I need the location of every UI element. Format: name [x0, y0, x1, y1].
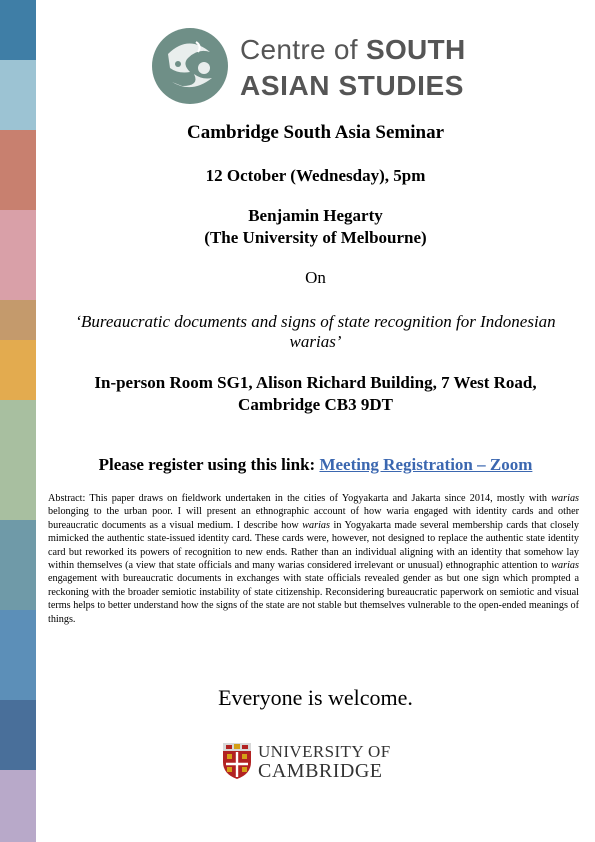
- cambridge-shield-icon: [222, 742, 252, 780]
- university-logo: [222, 742, 398, 786]
- decorative-side-strip: [0, 0, 36, 842]
- abstract: Abstract: This paper draws on fieldwork undertaken in the cities of Yogyakarta and Jakarta since 2014, mostly with warias belonging to the urban poor. I will present an ethnographic account of how waria engaged with identity cards and other bureaucratic documents as a visual medium. I describe how warias in Yogyakarta made several membership cards that closely mimicked the authentic state-issued identity card. These cards were, however, not designed to replace the authentic state identity card but reworked its powers of recognition to new ends. Rather than an individual aligning with an identity that somehow lay within themselves (a view that state officials and many warias considered irrelevant or unusual) ethnographic attention to warias engagement with bureaucratic documents in exchanges with state officials revealed gender as but one sign which prompted a reckoning with the broader semiotic instability of state citizenship. Reconsidering bureaucratic paperwork on semiotic and visual terms helps to better understand how the signs of the state are not stable but themselves vulnerable to the open-ended meanings of things.: [48, 493, 580, 625]
- event-date-time: 12 October (Wednesday), 5pm: [205, 166, 426, 185]
- logo-line-1: Centre of SOUTH: [240, 34, 466, 65]
- welcome-message: Everyone is welcome.: [218, 685, 413, 710]
- university-line-2: CAMBRIDGE: [258, 760, 383, 782]
- on-label: On: [305, 268, 326, 287]
- registration-line: [36, 455, 595, 475]
- centre-logo: [148, 24, 464, 108]
- registration-link[interactable]: Meeting Registration – Zoom: [319, 455, 533, 474]
- speaker-block: [36, 205, 595, 249]
- logo-line-2: ASIAN STUDIES: [240, 70, 465, 101]
- register-prompt: Please register using this link:: [98, 455, 316, 474]
- paisley-leaf-icon: [148, 24, 232, 108]
- talk-title: ‘Bureaucratic documents and signs of state recognition for Indonesian warias’: [75, 312, 556, 351]
- venue-line-2: Cambridge CB3 9DT: [238, 395, 393, 414]
- speaker-name: Benjamin Hegarty: [248, 206, 383, 225]
- university-line-1: UNIVERSITY OF: [258, 742, 391, 761]
- venue: [36, 372, 595, 416]
- venue-line-1: In-person Room SG1, Alison Richard Building, 7 West Road,: [94, 373, 537, 392]
- speaker-affiliation: (The University of Melbourne): [204, 228, 427, 247]
- seminar-title: Cambridge South Asia Seminar: [186, 122, 445, 143]
